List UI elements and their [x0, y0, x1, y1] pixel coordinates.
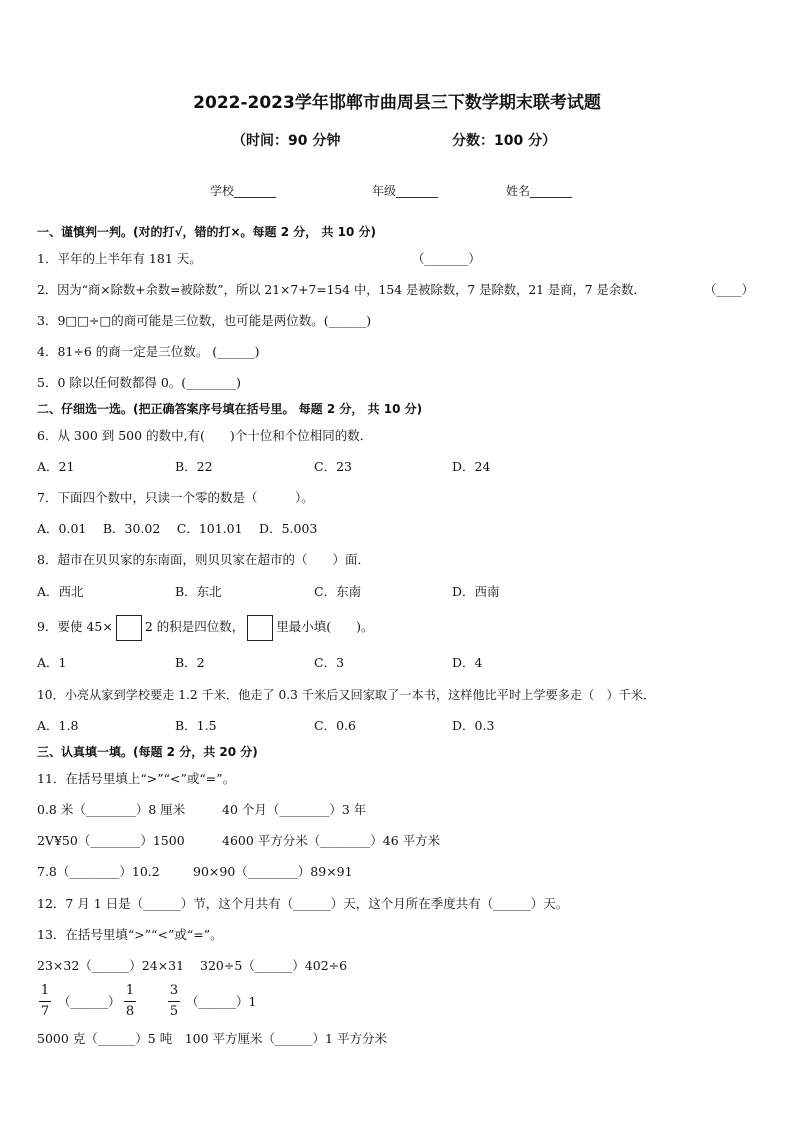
- question-6-option-b: B．22: [175, 459, 213, 474]
- question-9-part-a: 9．要使 45×: [37, 619, 113, 634]
- fraction-denominator: 8: [125, 1004, 135, 1019]
- section1-heading: 一、谨慎判一判。(对的打√，错的打×。每题 2 分， 共 10 分): [37, 225, 376, 239]
- question-6: 6．从 300 到 500 的数中,有( )个十位和个位相同的数．: [37, 428, 373, 443]
- fraction-numerator: 1: [125, 983, 135, 998]
- fraction-one-seventh: [39, 984, 51, 1019]
- question-6-option-a: A．21: [37, 459, 75, 474]
- fraction-three-fifths: [168, 984, 180, 1019]
- question-13-item: 320÷5（______）402÷6: [200, 958, 348, 973]
- question-9-part-c: 里最小填( )。: [276, 619, 374, 634]
- question-10-option-a: A．1.8: [37, 718, 79, 733]
- exam-score: 分数：100 分）: [452, 133, 557, 149]
- fraction-bar: [168, 1001, 180, 1002]
- question-8-option-d: D．西南: [452, 584, 500, 599]
- school-field: 学校_______: [210, 184, 277, 198]
- question-11-item: 0.8 米（________）8 厘米: [37, 802, 186, 817]
- question-1-blank: （_______）: [412, 251, 481, 266]
- question-6-option-c: C．23: [314, 459, 352, 474]
- question-9-option-b: B．2: [175, 655, 205, 670]
- question-12: 12．7 月 1 日是（______）节，这个月共有（______）天，这个月所在季度共有（______）天。: [37, 896, 569, 911]
- question-9-option-c: C．3: [314, 655, 345, 670]
- question-9: [37, 614, 374, 641]
- question-4: 4．81÷6 的商一定是三位数。 (______): [37, 344, 260, 359]
- answer-box: [116, 615, 142, 641]
- question-13-item: 23×32（______）24×31: [37, 958, 185, 973]
- section2-heading: 二、仔细选一选。(把正确答案序号填在括号里。 每题 2 分， 共 10 分): [37, 402, 423, 416]
- question-3: 3．9□□÷□的商可能是三位数，也可能是两位数。(______): [37, 313, 372, 328]
- answer-box: [247, 615, 273, 641]
- question-7: 7．下面四个数中，只读一个零的数是（ ）。: [37, 490, 314, 505]
- question-2: 2．因为“商×除数+余数=被除数”，所以 21×7+7=154 中，154 是被除数，7 是除数，21 是商，7 是余数．: [37, 283, 646, 297]
- question-11-item: 90×90（________）89×91: [193, 864, 353, 879]
- question-7-options: A．0.01 B．30.02 C．101.01 D．5.003: [37, 521, 318, 536]
- question-2-blank: （____）: [704, 282, 755, 297]
- question-13: 13．在括号里填“>”“<”或“=”。: [37, 927, 223, 942]
- question-10-option-c: C．0.6: [314, 718, 356, 733]
- question-5: 5．0 除以任何数都得 0。(________): [37, 375, 242, 390]
- question-8-option-c: C．东南: [314, 584, 362, 599]
- question-6-option-d: D．24: [452, 459, 491, 474]
- question-13-item: 5000 克（______）5 吨 100 平方厘米（______）1 平方分米: [37, 1031, 387, 1046]
- question-9-option-a: A．1: [37, 655, 67, 670]
- question-9-option-d: D．4: [452, 655, 483, 670]
- fraction-bar: [124, 1001, 136, 1002]
- question-8-option-a: A．西北: [37, 584, 84, 599]
- question-8-option-b: B．东北: [175, 584, 222, 599]
- exam-title: 2022-2023学年邯郸市曲周县三下数学期末联考试题: [193, 93, 601, 113]
- exam-time: （时间：90 分钟: [232, 133, 341, 149]
- question-11-item: 2V¥50（________）1500: [37, 833, 185, 848]
- fraction-numerator: 3: [169, 983, 179, 998]
- question-10-option-b: B．1.5: [175, 718, 217, 733]
- question-13-fraction-blank: （______）1: [186, 994, 257, 1009]
- name-field: 姓名_______: [506, 184, 573, 198]
- fraction-denominator: 5: [169, 1004, 179, 1019]
- fraction-numerator: 1: [40, 983, 50, 998]
- question-9-part-b: 2 的积是四位数，: [144, 619, 245, 634]
- grade-field: 年级_______: [372, 184, 439, 198]
- question-11-item: 7.8（________）10.2: [37, 864, 160, 879]
- question-13-fraction-blank: （______）: [58, 994, 121, 1009]
- question-11-item: 4600 平方分米（________）46 平方米: [222, 833, 441, 848]
- fraction-one-eighth: [124, 984, 136, 1019]
- question-10: 10．小亮从家到学校要走 1.2 千米．他走了 0.3 千米后又回家取了一本书，这样他比平时上学要多走（ ）千米．: [37, 688, 656, 702]
- question-11: 11．在括号里填上“>”“<”或“=”。: [37, 771, 236, 786]
- question-10-option-d: D．0.3: [452, 718, 495, 733]
- fraction-denominator: 7: [40, 1004, 50, 1019]
- question-1: 1．平年的上半年有 181 天。: [37, 251, 202, 266]
- question-11-item: 40 个月（________）3 年: [222, 802, 367, 817]
- question-8: 8．超市在贝贝家的东南面，则贝贝家在超市的（ ）面．: [37, 552, 370, 567]
- section3-heading: 三、认真填一填。(每题 2 分，共 20 分): [37, 745, 258, 759]
- fraction-bar: [39, 1001, 51, 1002]
